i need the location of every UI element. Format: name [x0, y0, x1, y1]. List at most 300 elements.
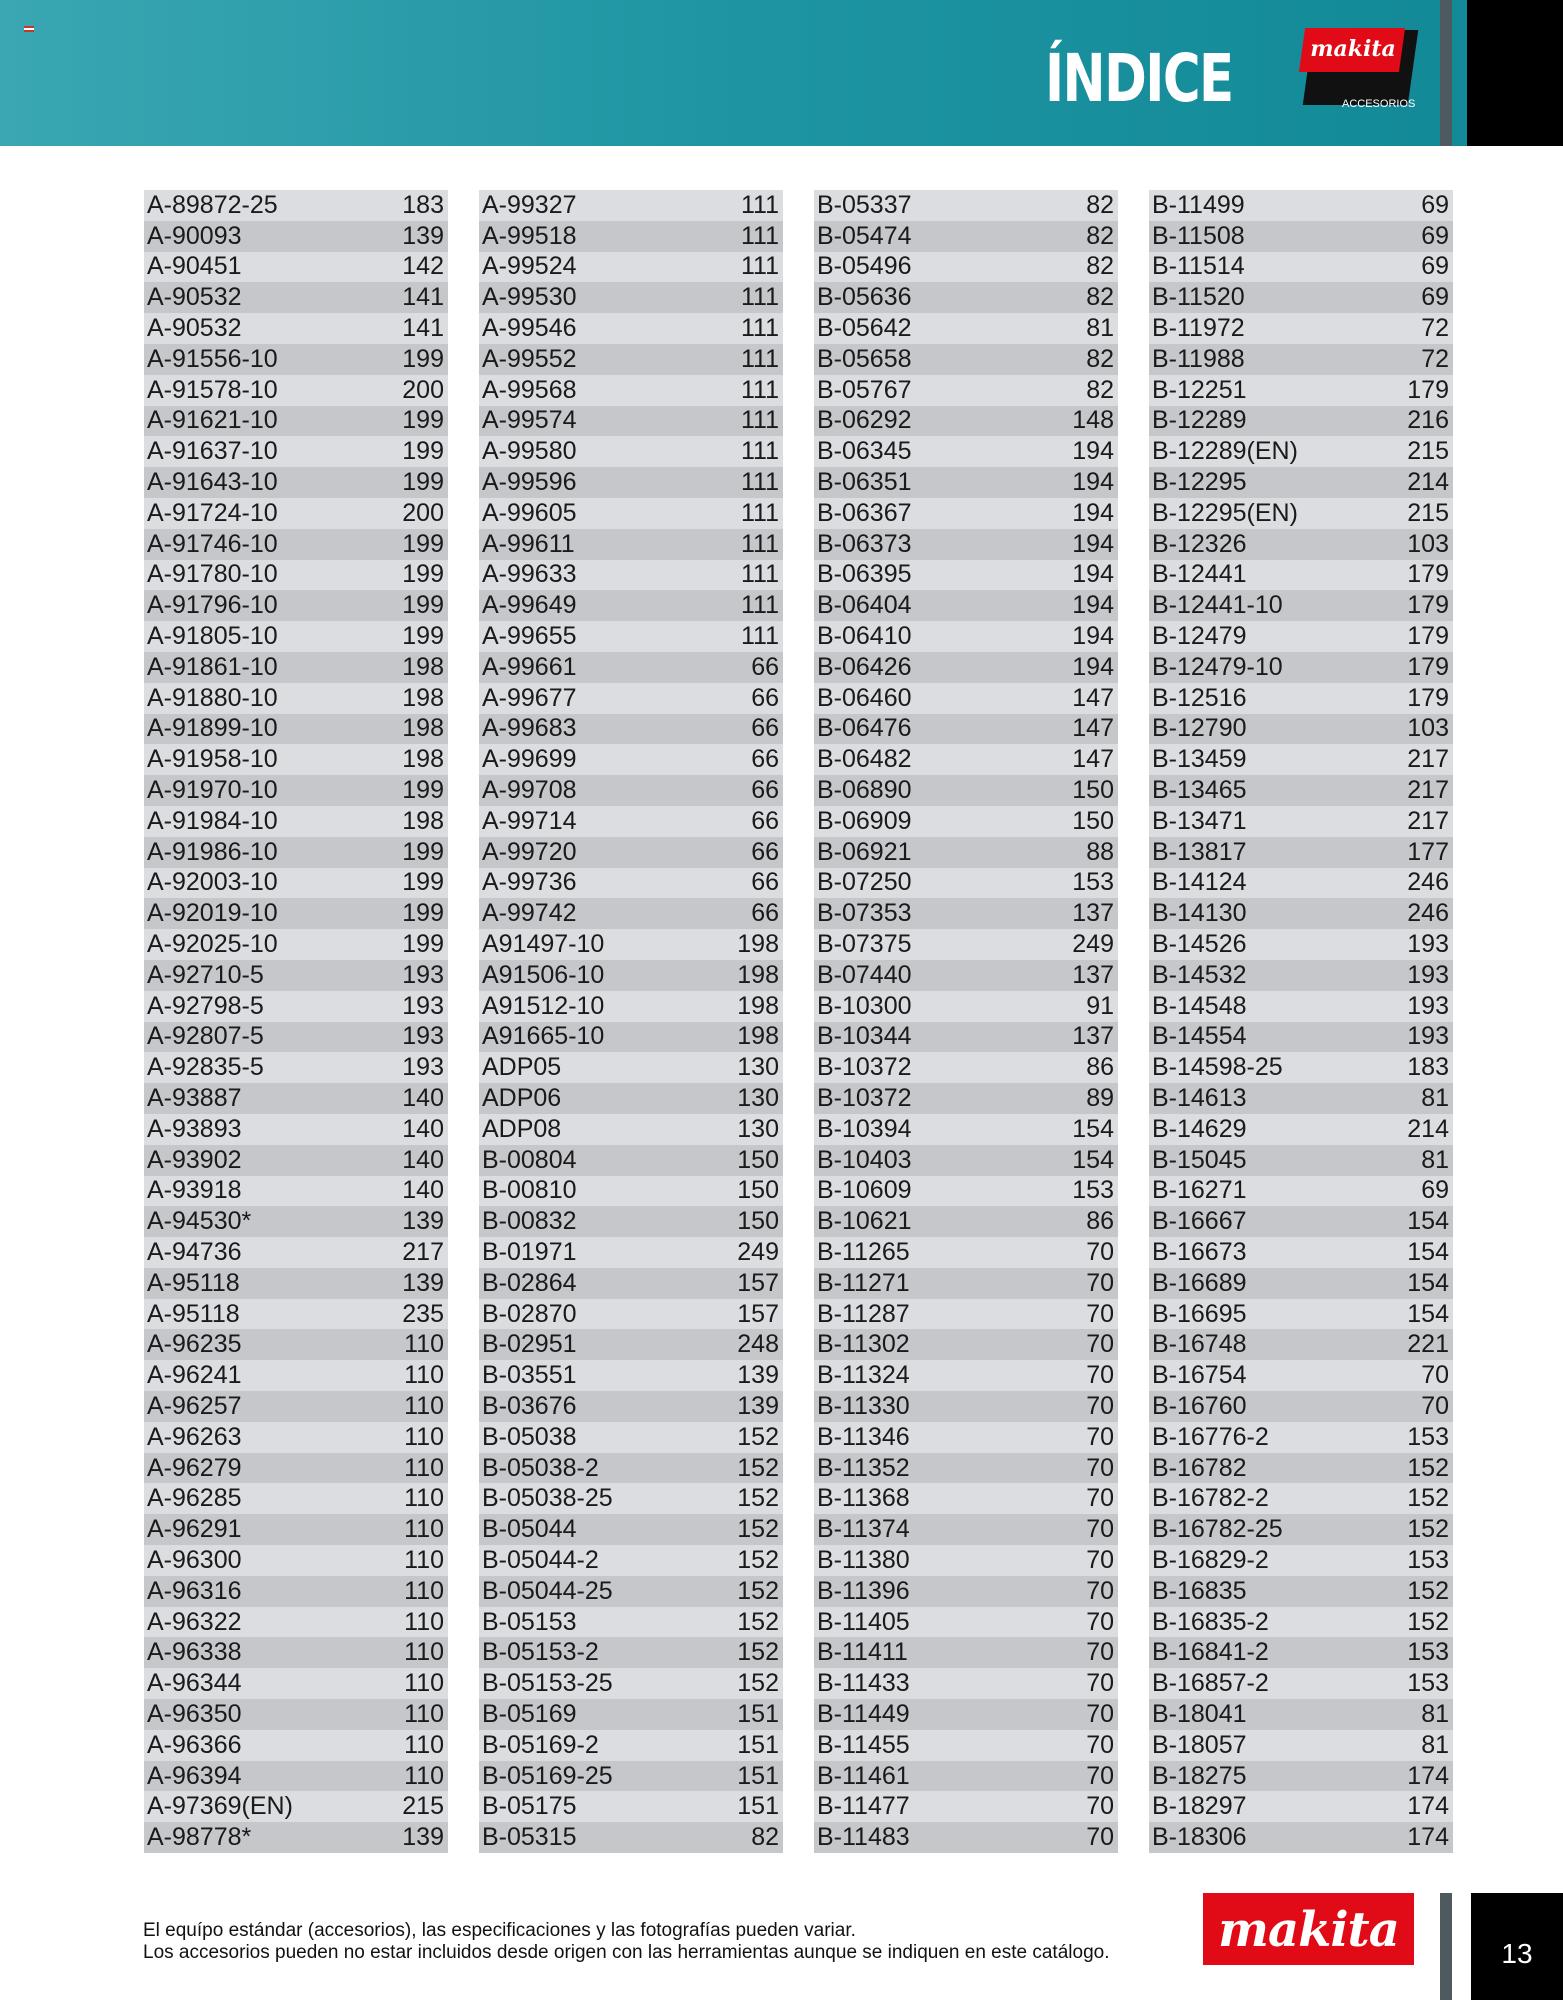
- page-ref: 70: [1086, 1391, 1114, 1420]
- part-code: B-05642: [817, 314, 912, 343]
- index-row: [814, 991, 1118, 1022]
- part-code: A-91899-10: [147, 714, 278, 743]
- page-ref: 199: [402, 837, 444, 866]
- index-row: [1149, 929, 1453, 960]
- page-ref: 198: [402, 745, 444, 774]
- index-row: [814, 1483, 1118, 1514]
- index-row: [479, 1791, 783, 1822]
- index-row: [814, 344, 1118, 375]
- page-ref: 199: [402, 930, 444, 959]
- index-row: [1149, 1514, 1453, 1545]
- page-ref: 110: [404, 1576, 444, 1605]
- index-row: [814, 529, 1118, 560]
- index-row: [1149, 1668, 1453, 1699]
- page-ref: 66: [751, 683, 779, 712]
- page-ref: 110: [404, 1669, 444, 1698]
- part-code: A-99708: [482, 776, 577, 805]
- page-ref: 72: [1421, 344, 1449, 373]
- page-ref: 194: [1072, 652, 1114, 681]
- page-ref: 103: [1407, 714, 1449, 743]
- part-code: A-96291: [147, 1515, 242, 1544]
- part-code: B-05044: [482, 1515, 577, 1544]
- index-row: [479, 1299, 783, 1330]
- index-row: [144, 1176, 448, 1207]
- index-row: [814, 375, 1118, 406]
- page-ref: 214: [1407, 1114, 1449, 1143]
- page-ref: 111: [740, 468, 779, 497]
- part-code: B-06373: [817, 529, 912, 558]
- part-code: A-91780-10: [147, 560, 278, 589]
- part-code: A-99683: [482, 714, 577, 743]
- part-code: A-98778*: [147, 1823, 252, 1852]
- index-row: [479, 1422, 783, 1453]
- index-row: [479, 898, 783, 929]
- index-row: [144, 1637, 448, 1668]
- page-ref: 111: [740, 190, 779, 219]
- part-code: B-07250: [817, 868, 912, 897]
- page-ref: 111: [740, 221, 779, 250]
- page-ref: 153: [1407, 1545, 1449, 1574]
- part-code: A-93893: [147, 1114, 242, 1143]
- part-code: B-14548: [1152, 991, 1247, 1020]
- part-code: B-06476: [817, 714, 912, 743]
- page-ref: 217: [402, 1237, 444, 1266]
- index-row: [144, 1730, 448, 1761]
- decorative-block: [1467, 0, 1563, 146]
- index-row: [479, 529, 783, 560]
- index-row: [144, 1607, 448, 1638]
- part-code: A-96394: [147, 1761, 242, 1790]
- index-row: [814, 190, 1118, 221]
- index-row: [814, 683, 1118, 714]
- page-ref: 179: [1407, 375, 1449, 404]
- part-code: A-99611: [482, 529, 575, 558]
- page-ref: 141: [402, 283, 444, 312]
- index-row: [814, 221, 1118, 252]
- index-row: [479, 344, 783, 375]
- part-code: B-13465: [1152, 776, 1247, 805]
- part-code: A-96241: [147, 1361, 242, 1390]
- part-code: B-12479-10: [1152, 652, 1283, 681]
- part-code: A-99596: [482, 468, 577, 497]
- part-code: B-12251: [1152, 375, 1247, 404]
- part-code: B-06482: [817, 745, 912, 774]
- index-row: [1149, 590, 1453, 621]
- page-ref: 152: [737, 1515, 779, 1544]
- part-code: B-11374: [817, 1515, 910, 1544]
- index-row: [1149, 1761, 1453, 1792]
- page-ref: 198: [402, 652, 444, 681]
- index-row: [144, 436, 448, 467]
- index-row: [814, 1791, 1118, 1822]
- page-ref: 66: [751, 714, 779, 743]
- page-ref: 154: [1407, 1207, 1449, 1236]
- index-row: [1149, 1268, 1453, 1299]
- page-ref: 174: [1407, 1761, 1449, 1790]
- part-code: B-11499: [1152, 190, 1245, 219]
- index-row: [1149, 652, 1453, 683]
- part-code: A-99720: [482, 837, 577, 866]
- part-code: A-93887: [147, 1084, 242, 1112]
- page-ref: 70: [1086, 1699, 1114, 1728]
- page-ref: 151: [737, 1761, 779, 1790]
- index-row: [479, 991, 783, 1022]
- part-code: B-05315: [482, 1823, 577, 1852]
- index-row: [479, 1545, 783, 1576]
- index-row: [1149, 744, 1453, 775]
- part-code: B-16748: [1152, 1330, 1247, 1359]
- index-row: [1149, 1022, 1453, 1053]
- index-row: [479, 436, 783, 467]
- part-code: A-92003-10: [147, 868, 278, 897]
- page-ref: 198: [737, 1022, 779, 1051]
- page-ref: 152: [737, 1453, 779, 1482]
- part-code: A-91746-10: [147, 529, 278, 558]
- index-row: [1149, 868, 1453, 899]
- page-ref: 152: [1407, 1607, 1449, 1636]
- index-row: [479, 590, 783, 621]
- index-row: [1149, 837, 1453, 868]
- part-code: B-11346: [817, 1422, 910, 1451]
- page-ref: 150: [737, 1145, 779, 1174]
- index-row: [814, 313, 1118, 344]
- part-code: B-10609: [817, 1176, 912, 1205]
- part-code: A-99530: [482, 283, 577, 312]
- page-ref: 154: [1407, 1299, 1449, 1328]
- index-row: [144, 406, 448, 437]
- index-column-4: [1149, 190, 1453, 1853]
- index-row: [479, 775, 783, 806]
- part-code: B-13817: [1152, 837, 1247, 866]
- part-code: B-12441: [1152, 560, 1247, 589]
- page-ref: 139: [402, 1823, 444, 1852]
- part-code: A-99327: [482, 190, 577, 219]
- page-ref: 66: [751, 899, 779, 928]
- part-code: A-94530*: [147, 1207, 252, 1236]
- index-row: [814, 1607, 1118, 1638]
- page-ref: 152: [1407, 1484, 1449, 1513]
- page-ref: 217: [1407, 776, 1449, 805]
- index-row: [479, 683, 783, 714]
- page-ref: 66: [751, 806, 779, 835]
- index-column-3: [814, 190, 1118, 1853]
- page-ref: 81: [1086, 314, 1114, 343]
- index-row: [479, 929, 783, 960]
- part-code: B-11449: [817, 1699, 910, 1728]
- part-code: B-05474: [817, 221, 912, 250]
- index-row: [814, 1453, 1118, 1484]
- index-row: [479, 282, 783, 313]
- page-ref: 199: [402, 468, 444, 497]
- index-row: [479, 1083, 783, 1114]
- index-row: [144, 1083, 448, 1114]
- page-ref: 194: [1072, 560, 1114, 589]
- part-code: ADP08: [482, 1114, 562, 1143]
- part-code: B-10394: [817, 1114, 912, 1143]
- part-code: A-99736: [482, 868, 577, 897]
- page-ref: 154: [1407, 1237, 1449, 1266]
- part-code: B-06460: [817, 683, 912, 712]
- page-ref: 177: [1407, 837, 1449, 866]
- page-ref: 141: [402, 314, 444, 343]
- part-code: B-16835: [1152, 1576, 1247, 1605]
- page-ref: 82: [1086, 190, 1114, 219]
- part-code: B-18306: [1152, 1823, 1247, 1852]
- part-code: A-92710-5: [147, 960, 264, 989]
- decorative-strip: [1440, 0, 1452, 146]
- part-code: B-11483: [817, 1823, 910, 1852]
- page-ref: 193: [1407, 991, 1449, 1020]
- index-row: [814, 837, 1118, 868]
- part-code: B-10344: [817, 1022, 912, 1051]
- index-row: [814, 1206, 1118, 1237]
- index-row: [479, 313, 783, 344]
- part-code: B-16760: [1152, 1391, 1247, 1420]
- page-ref: 151: [737, 1792, 779, 1821]
- index-row: [814, 1114, 1118, 1145]
- index-row: [144, 1391, 448, 1422]
- index-row: [1149, 190, 1453, 221]
- part-code: A-91805-10: [147, 622, 278, 651]
- part-code: B-10300: [817, 991, 912, 1020]
- index-row: [1149, 1360, 1453, 1391]
- index-row: [814, 744, 1118, 775]
- page-ref: 153: [1072, 1176, 1114, 1205]
- part-code: B-16689: [1152, 1268, 1247, 1297]
- index-row: [144, 1453, 448, 1484]
- part-code: ADP05: [482, 1053, 562, 1082]
- index-row: [1149, 1114, 1453, 1145]
- index-row: [144, 1761, 448, 1792]
- index-row: [144, 775, 448, 806]
- page-ref: 147: [1072, 683, 1114, 712]
- index-row: [1149, 1391, 1453, 1422]
- index-row: [144, 683, 448, 714]
- page-ref: 81: [1421, 1145, 1449, 1174]
- page-ref: 139: [402, 1268, 444, 1297]
- page-ref: 193: [1407, 960, 1449, 989]
- index-row: [1149, 1607, 1453, 1638]
- index-row: [144, 898, 448, 929]
- page-ref: 153: [1072, 868, 1114, 897]
- index-row: [1149, 313, 1453, 344]
- part-code: A-92798-5: [147, 991, 264, 1020]
- page-ref: 198: [737, 930, 779, 959]
- part-code: A-97369(EN): [147, 1792, 293, 1821]
- index-row: [479, 868, 783, 899]
- index-row: [1149, 1052, 1453, 1083]
- page-ref: 179: [1407, 683, 1449, 712]
- part-code: B-05767: [817, 375, 912, 404]
- part-code: A-96316: [147, 1576, 242, 1605]
- index-row: [479, 252, 783, 283]
- index-row: [1149, 1822, 1453, 1853]
- page-ref: 70: [1086, 1299, 1114, 1328]
- page-ref: 152: [737, 1669, 779, 1698]
- part-code: A91506-10: [482, 960, 605, 989]
- part-code: B-16695: [1152, 1299, 1247, 1328]
- index-row: [1149, 467, 1453, 498]
- index-row: [479, 1822, 783, 1853]
- part-code: B-12790: [1152, 714, 1247, 743]
- index-row: [144, 252, 448, 283]
- index-row: [144, 560, 448, 591]
- index-row: [144, 467, 448, 498]
- part-code: A-99714: [482, 806, 577, 835]
- page-ref: 111: [740, 344, 779, 373]
- index-row: [814, 436, 1118, 467]
- page-ref: 140: [402, 1145, 444, 1174]
- index-row: [479, 560, 783, 591]
- page-ref: 70: [1086, 1607, 1114, 1636]
- page-ref: 199: [402, 776, 444, 805]
- part-code: B-10372: [817, 1053, 912, 1082]
- part-code: A-96257: [147, 1391, 242, 1420]
- index-row: [1149, 621, 1453, 652]
- part-code: A-91637-10: [147, 437, 278, 466]
- index-row: [479, 1022, 783, 1053]
- part-code: B-05038-25: [482, 1484, 613, 1513]
- page-ref: 179: [1407, 560, 1449, 589]
- page-ref: 199: [402, 591, 444, 620]
- index-row: [1149, 1422, 1453, 1453]
- index-row: [479, 1483, 783, 1514]
- part-code: B-00832: [482, 1207, 577, 1236]
- part-code: B-06890: [817, 776, 912, 805]
- part-code: B-16667: [1152, 1207, 1247, 1236]
- index-row: [1149, 775, 1453, 806]
- page-ref: 147: [1072, 745, 1114, 774]
- page-ref: 154: [1072, 1114, 1114, 1143]
- index-row: [1149, 991, 1453, 1022]
- page-ref: 110: [404, 1545, 444, 1574]
- page-ref: 199: [402, 529, 444, 558]
- part-code: B-06367: [817, 498, 912, 527]
- page-ref: 139: [737, 1361, 779, 1390]
- page-ref: 179: [1407, 591, 1449, 620]
- page-ref: 70: [1086, 1422, 1114, 1451]
- part-code: B-02951: [482, 1330, 577, 1359]
- page-ref: 194: [1072, 437, 1114, 466]
- page-ref: 193: [402, 1022, 444, 1051]
- page-ref: 199: [402, 437, 444, 466]
- page-ref: 130: [737, 1084, 779, 1112]
- page-ref: 174: [1407, 1792, 1449, 1821]
- index-row: [814, 1176, 1118, 1207]
- page-ref: 111: [740, 252, 779, 281]
- index-row: [479, 1360, 783, 1391]
- page-ref: 111: [740, 437, 779, 466]
- index-row: [1149, 1237, 1453, 1268]
- part-code: B-06292: [817, 406, 912, 435]
- index-row: [144, 991, 448, 1022]
- index-row: [144, 806, 448, 837]
- part-code: B-03676: [482, 1391, 577, 1420]
- index-row: [144, 1576, 448, 1607]
- index-row: [479, 221, 783, 252]
- part-code: B-05044-2: [482, 1545, 599, 1574]
- part-code: B-14526: [1152, 930, 1247, 959]
- part-code: A-99518: [482, 221, 577, 250]
- part-code: B-05496: [817, 252, 912, 281]
- part-code: B-06909: [817, 806, 912, 835]
- part-code: B-12479: [1152, 622, 1247, 651]
- index-row: [144, 929, 448, 960]
- index-row: [814, 1083, 1118, 1114]
- page-ref: 152: [737, 1576, 779, 1605]
- index-row: [814, 1514, 1118, 1545]
- part-code: B-12289: [1152, 406, 1247, 435]
- index-row: [479, 714, 783, 745]
- part-code: B-11411: [817, 1638, 908, 1667]
- part-code: A-91621-10: [147, 406, 278, 435]
- page-ref: 82: [1086, 221, 1114, 250]
- page-ref: 66: [751, 652, 779, 681]
- index-row: [479, 1453, 783, 1484]
- index-row: [479, 806, 783, 837]
- index-row: [814, 1022, 1118, 1053]
- page-ref: 70: [1086, 1361, 1114, 1390]
- page-ref: 66: [751, 868, 779, 897]
- part-code: B-05636: [817, 283, 912, 312]
- page-ref: 139: [737, 1391, 779, 1420]
- part-code: A-91986-10: [147, 837, 278, 866]
- page-ref: 111: [740, 314, 779, 343]
- index-row: [479, 498, 783, 529]
- page-ref: 150: [737, 1207, 779, 1236]
- index-row: [144, 190, 448, 221]
- part-code: B-11477: [817, 1792, 910, 1821]
- page-ref: 81: [1421, 1730, 1449, 1759]
- index-row: [1149, 1791, 1453, 1822]
- page-ref: 215: [1407, 498, 1449, 527]
- page-ref: 151: [737, 1699, 779, 1728]
- index-row: [144, 837, 448, 868]
- page-ref: 194: [1072, 591, 1114, 620]
- part-code: B-12289(EN): [1152, 437, 1298, 466]
- part-code: B-10621: [817, 1207, 912, 1236]
- part-code: B-13459: [1152, 745, 1247, 774]
- footer-makita-logo: makita: [1218, 1902, 1399, 1958]
- index-row: [814, 1299, 1118, 1330]
- part-code: A-99677: [482, 683, 577, 712]
- part-code: B-06921: [817, 837, 912, 866]
- index-row: [814, 1761, 1118, 1792]
- index-row: [144, 1514, 448, 1545]
- page-ref: 199: [402, 406, 444, 435]
- page-ref: 194: [1072, 529, 1114, 558]
- part-code: B-05153: [482, 1607, 577, 1636]
- page-ref: 199: [402, 899, 444, 928]
- page-ref: 110: [404, 1730, 444, 1759]
- part-code: B-16776-2: [1152, 1422, 1269, 1451]
- part-code: B-16754: [1152, 1361, 1247, 1390]
- page-ref: 88: [1086, 837, 1114, 866]
- disclaimer-line-1: El equípo estándar (accesorios), las especificaciones y las fotografías pueden variar.: [143, 1920, 856, 1941]
- part-code: A-92835-5: [147, 1053, 264, 1082]
- index-row: [814, 1237, 1118, 1268]
- page-ref: 199: [402, 868, 444, 897]
- page-ref: 198: [402, 714, 444, 743]
- index-row: [814, 282, 1118, 313]
- page-ref: 69: [1421, 252, 1449, 281]
- page-ref: 137: [1072, 960, 1114, 989]
- part-code: A-93918: [147, 1176, 242, 1205]
- part-code: A-91578-10: [147, 375, 278, 404]
- part-code: B-14598-25: [1152, 1053, 1283, 1082]
- index-row: [144, 282, 448, 313]
- index-row: [1149, 960, 1453, 991]
